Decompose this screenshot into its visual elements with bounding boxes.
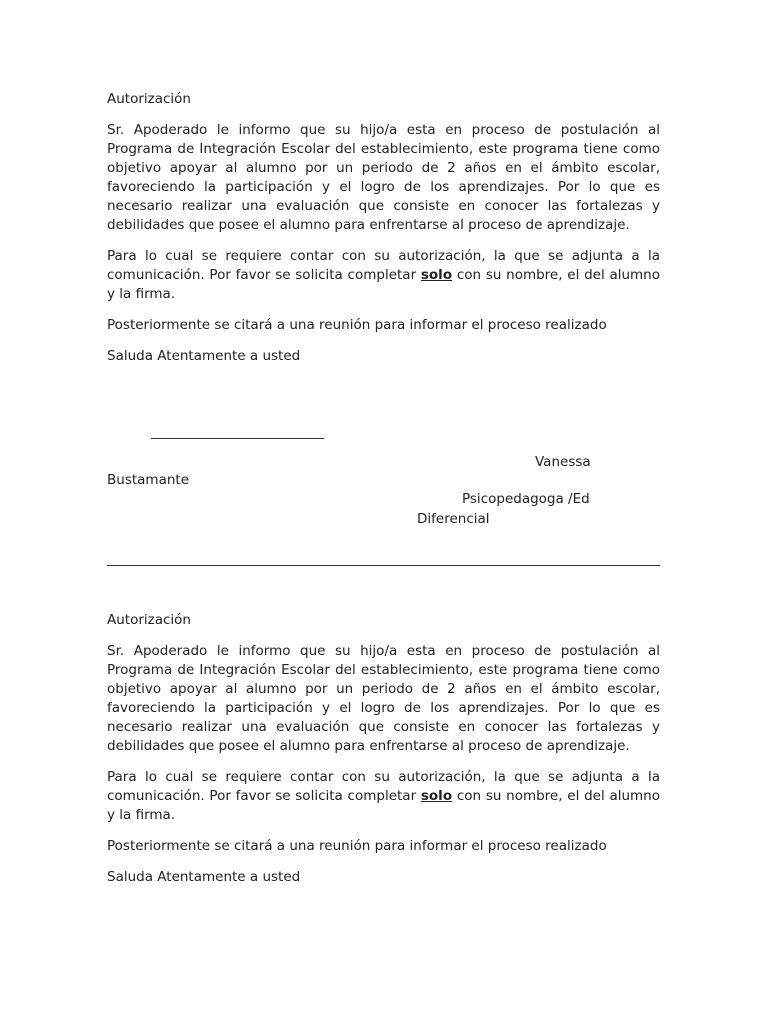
letter-top [107, 90, 660, 366]
letter-paragraph-request [107, 247, 660, 304]
letter-paragraph-intro: Sr. Apoderado le informo que su hijo/a esta en proceso de postulación al Programa de Integración Escolar del establecimiento, este programa tiene como objetivo apoyar al alumno por un periodo de 2 años en el ámbito escolar, favoreciendo la participación y el logro de los aprendizajes. Por lo que es necesario realizar una evaluación que consiste en conocer las fortalezas y debilidades que posee el alumno para enfrentarse al proceso de aprendizaje. [107, 643, 660, 754]
signature-line [151, 438, 324, 439]
letter-closing: Saluda Atentamente a usted [107, 869, 301, 885]
signer-last-name: Bustamante [107, 472, 189, 488]
signer-first-name: Vanessa [535, 454, 591, 470]
cut-separator-line [107, 565, 660, 566]
emphasis-solo: solo [420, 267, 453, 283]
signer-role-continued: Diferencial [417, 511, 490, 527]
emphasis-solo: solo [420, 788, 453, 804]
letter-paragraph-intro: Sr. Apoderado le informo que su hijo/a esta en proceso de postulación al Programa de Integración Escolar del establecimiento, este programa tiene como objetivo apoyar al alumno por un periodo de 2 años en el ámbito escolar, favoreciendo la participación y el logro de los aprendizajes. Por lo que es necesario realizar una evaluación que consiste en conocer las fortalezas y debilidades que posee el alumno para enfrentarse al proceso de aprendizaje. [107, 122, 660, 233]
letter-paragraph-request [107, 768, 660, 825]
letter-title: Autorización [107, 91, 191, 107]
letter-paragraph-meeting: Posteriormente se citará a una reunión para informar el proceso realizado [107, 317, 607, 333]
letter-paragraph-meeting: Posteriormente se citará a una reunión para informar el proceso realizado [107, 838, 607, 854]
request-text-start: Para lo cual se requiere contar con su autorización, la que se adjunta a la comunicación. Por favor se solicita completar [107, 769, 660, 804]
signer-role: Psicopedagoga /Ed [462, 491, 590, 507]
request-text-start: Para lo cual se requiere contar con su autorización, la que se adjunta a la comunicación. Por favor se solicita completar [107, 248, 660, 283]
request-text-end: con su nombre, el del alumno y la firma. [107, 788, 660, 823]
letter-bottom [107, 611, 660, 887]
letter-title: Autorización [107, 612, 191, 628]
request-text-end: con su nombre, el del alumno y la firma. [107, 267, 660, 302]
letter-closing: Saluda Atentamente a usted [107, 348, 301, 364]
